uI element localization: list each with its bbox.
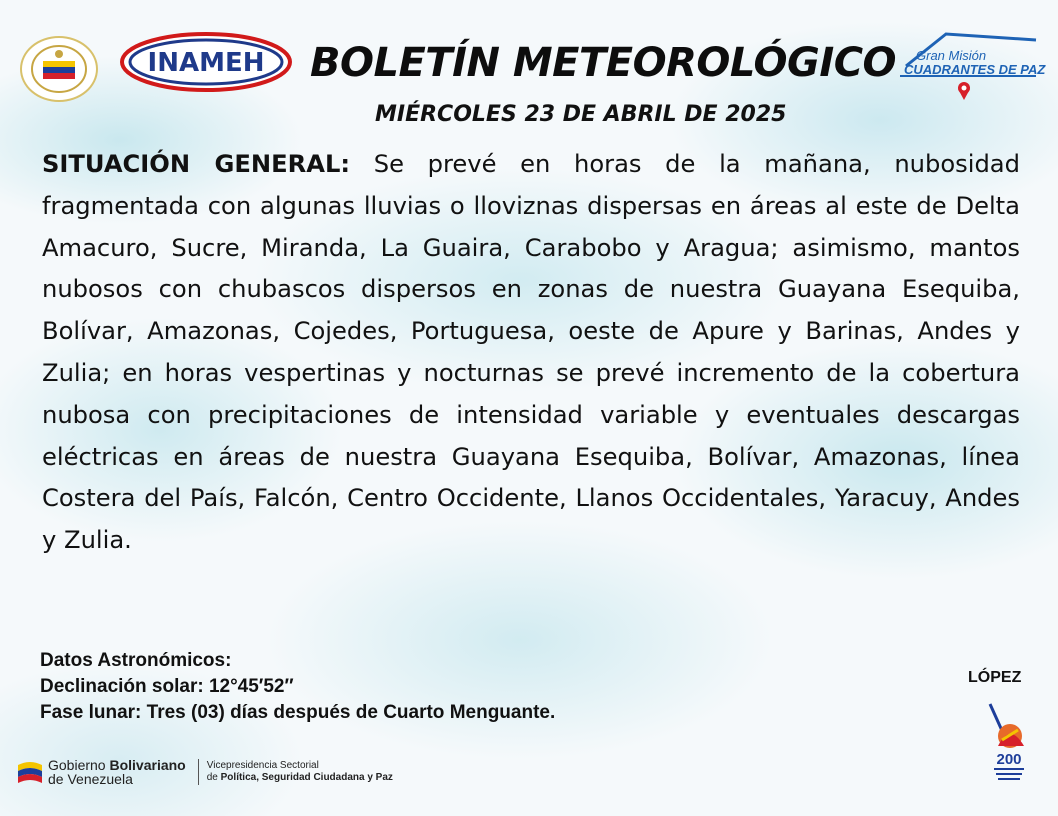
general-situation-text: Se prevé en horas de la mañana, nubosidad fragmentada con algunas lluvias o lloviznas dispersas en áreas al este de Delta Amacuro, Sucre, Miranda, La Guaira, Carabobo y Aragua; asimismo, mantos nubosos con chubascos dispersos en zonas de nuestra Guayana Esequiba, Bolívar, Amazonas, Cojedes, Portuguesa, oeste de Apure y Barinas, Andes y Zulia; en horas vespertinas y nocturnas se prevé incremento de la cobertura nubosa con precipitaciones de intensidad variable y eventuales descargas eléctricas en áreas de nuestra Guayana Esequiba, Bolívar, Amazonas, línea Costera del País, Falcón, Centro Occidente, Llanos Occidentales, Yaracuy, Andes y Zulia.	[42, 150, 1020, 555]
general-situation-label: SITUACIÓN GENERAL:	[42, 150, 351, 178]
svg-text:200: 200	[996, 751, 1022, 768]
inameh-wordmark: INAMEH	[147, 48, 265, 78]
gobierno-bolivariano-text: Gobierno Bolivariano de Venezuela	[48, 757, 186, 787]
bicentennial-emblem	[984, 700, 1034, 790]
venezuela-flag-icon	[16, 759, 44, 785]
astro-heading: Datos Astronómicos:	[40, 650, 232, 671]
vicepresidencia-text: Vicepresidencia Sectorial de Política, Seguridad Ciudadana y Paz	[206, 760, 393, 783]
inameh-logo	[120, 30, 292, 94]
bulletin-title: BOLETÍN METEOROLÓGICO	[310, 40, 897, 86]
gran-mision-cuadrantes-logo	[886, 26, 1046, 102]
general-situation-paragraph	[42, 144, 1020, 562]
government-footer-logo	[16, 758, 393, 786]
moon-phase: Fase lunar: Tres (03) días después de Cuarto Menguante.	[40, 702, 556, 723]
solar-declination: Declinación solar: 12°45′52″	[40, 676, 294, 697]
author-signature: LÓPEZ	[968, 669, 1022, 686]
astronomical-data	[40, 648, 555, 726]
bulletin-date: MIÉRCOLES 23 DE ABRIL DE 2025	[375, 102, 787, 127]
svg-text:CUADRANTES DE PAZ: CUADRANTES DE PAZ	[904, 62, 1046, 77]
footer-divider	[198, 759, 199, 785]
ministry-seal-logo	[20, 36, 98, 102]
svg-text:Gran Misión: Gran Misión	[916, 48, 987, 63]
